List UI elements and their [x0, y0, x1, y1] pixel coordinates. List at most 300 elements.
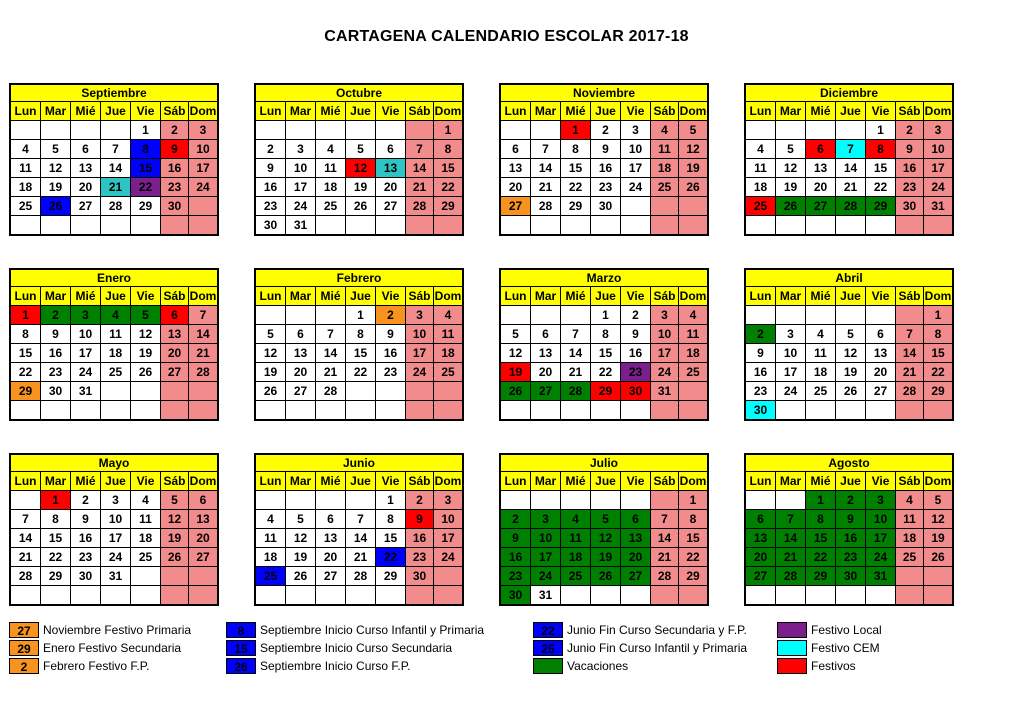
weekday-header: Dom: [679, 474, 707, 488]
weekday-header: Vie: [131, 472, 160, 490]
day-cell: 19: [679, 159, 707, 177]
day-cell: 30: [896, 197, 923, 215]
empty-cell: [286, 401, 315, 419]
day-cell: 10: [71, 325, 100, 343]
empty-cell: [71, 401, 100, 419]
weekday-header: Vie: [376, 472, 405, 490]
empty-cell: [776, 401, 805, 419]
month-julio: [499, 453, 709, 606]
month-name: Febrero: [256, 270, 462, 287]
day-cell: 22: [346, 363, 375, 381]
day-cell: 23: [836, 548, 865, 566]
empty-cell: [256, 401, 285, 419]
day-cell: 14: [776, 529, 805, 547]
empty-cell: [866, 401, 895, 419]
day-cell: 15: [679, 529, 707, 547]
month-name: Noviembre: [501, 85, 707, 102]
day-cell: 2: [256, 140, 285, 158]
day-cell: 22: [376, 548, 405, 566]
day-cell: 4: [256, 510, 285, 528]
day-cell: 5: [161, 491, 188, 509]
day-cell: 31: [286, 216, 315, 234]
day-cell: 20: [316, 548, 345, 566]
empty-cell: [591, 586, 620, 604]
day-cell: 21: [101, 178, 130, 196]
day-cell: 1: [866, 121, 895, 139]
day-cell: 9: [896, 140, 923, 158]
empty-cell: [11, 586, 40, 604]
empty-cell: [924, 401, 952, 419]
empty-cell: [746, 491, 775, 509]
empty-cell: [11, 401, 40, 419]
day-cell: 4: [316, 140, 345, 158]
empty-cell: [679, 197, 707, 215]
weekday-header: Sáb: [161, 287, 188, 305]
day-cell: 27: [531, 382, 560, 400]
day-cell: 22: [434, 178, 462, 196]
day-cell: 24: [189, 178, 217, 196]
legend-swatch: [777, 640, 807, 656]
day-cell: 2: [376, 306, 405, 324]
day-cell: 25: [434, 363, 462, 381]
legend-swatch: [777, 622, 807, 638]
day-cell: 8: [866, 140, 895, 158]
legend-label: Festivos: [811, 659, 856, 673]
day-cell: 6: [746, 510, 775, 528]
day-cell: 18: [896, 529, 923, 547]
weekday-header: Sáb: [896, 472, 923, 490]
day-cell: 9: [591, 140, 620, 158]
empty-cell: [896, 216, 923, 234]
day-cell: 23: [501, 567, 530, 585]
weekday-header: Mié: [561, 102, 590, 120]
day-cell: 30: [41, 382, 70, 400]
day-cell: 21: [316, 363, 345, 381]
weekday-header: Lun: [746, 102, 775, 120]
weekday-header: Lun: [501, 287, 530, 305]
empty-cell: [101, 382, 130, 400]
empty-cell: [621, 401, 650, 419]
day-cell: 26: [346, 197, 375, 215]
day-cell: 26: [776, 197, 805, 215]
day-cell: 22: [131, 178, 160, 196]
month-mayo: [9, 453, 219, 606]
day-cell: 7: [189, 306, 217, 324]
day-cell: 7: [406, 140, 433, 158]
weekday-header: Jue: [836, 472, 865, 490]
day-cell: 5: [131, 306, 160, 324]
day-cell: 27: [189, 548, 217, 566]
day-cell: 1: [561, 121, 590, 139]
day-cell: 25: [651, 178, 678, 196]
empty-cell: [501, 121, 530, 139]
day-cell: 7: [896, 325, 923, 343]
day-cell: 30: [591, 197, 620, 215]
empty-cell: [41, 401, 70, 419]
weekday-header: Mar: [776, 287, 805, 305]
weekday-header: Mié: [806, 102, 835, 120]
weekday-header: Lun: [256, 472, 285, 490]
day-cell: 14: [189, 325, 217, 343]
day-cell: 27: [621, 567, 650, 585]
day-cell: 23: [406, 548, 433, 566]
day-cell: 20: [806, 178, 835, 196]
day-cell: 24: [621, 178, 650, 196]
weekday-header: Sáb: [896, 102, 923, 120]
weekday-header: Sáb: [406, 472, 433, 490]
day-cell: 4: [131, 491, 160, 509]
weekday-header: Mié: [316, 287, 345, 305]
day-cell: 3: [434, 491, 462, 509]
day-cell: 27: [376, 197, 405, 215]
month-marzo: [499, 268, 709, 421]
day-cell: 2: [836, 491, 865, 509]
day-cell: 4: [746, 140, 775, 158]
empty-cell: [346, 491, 375, 509]
weekday-header: Dom: [924, 474, 952, 488]
day-cell: 30: [501, 586, 530, 604]
day-cell: 13: [501, 159, 530, 177]
day-cell: 16: [71, 529, 100, 547]
day-cell: 15: [806, 529, 835, 547]
weekday-header: Lun: [11, 287, 40, 305]
day-cell: 30: [406, 567, 433, 585]
day-cell: 22: [924, 363, 952, 381]
day-cell: 17: [651, 344, 678, 362]
empty-cell: [11, 216, 40, 234]
day-cell: 18: [131, 529, 160, 547]
empty-cell: [256, 306, 285, 324]
day-cell: 14: [836, 159, 865, 177]
day-cell: 24: [776, 382, 805, 400]
day-cell: 5: [286, 510, 315, 528]
month-name: Marzo: [501, 270, 707, 287]
day-cell: 15: [41, 529, 70, 547]
day-cell: 24: [434, 548, 462, 566]
day-cell: 11: [561, 529, 590, 547]
day-cell: 11: [679, 325, 707, 343]
empty-cell: [776, 491, 805, 509]
day-cell: 28: [776, 567, 805, 585]
day-cell: 12: [679, 140, 707, 158]
weekday-header: Lun: [11, 472, 40, 490]
day-cell: 16: [591, 159, 620, 177]
day-cell: 27: [71, 197, 100, 215]
day-cell: 12: [131, 325, 160, 343]
empty-cell: [561, 401, 590, 419]
empty-cell: [896, 401, 923, 419]
day-cell: 23: [896, 178, 923, 196]
day-cell: 8: [561, 140, 590, 158]
empty-cell: [561, 586, 590, 604]
weekday-header: Dom: [924, 289, 952, 303]
empty-cell: [376, 121, 405, 139]
empty-cell: [434, 567, 462, 585]
day-cell: 28: [101, 197, 130, 215]
day-cell: 22: [41, 548, 70, 566]
empty-cell: [434, 401, 462, 419]
weekday-header: Mié: [71, 472, 100, 490]
day-cell: 21: [189, 344, 217, 362]
day-cell: 26: [41, 197, 70, 215]
day-cell: 20: [71, 178, 100, 196]
day-cell: 29: [561, 197, 590, 215]
day-cell: 4: [11, 140, 40, 158]
weekday-header: Vie: [376, 102, 405, 120]
empty-cell: [531, 491, 560, 509]
day-cell: 11: [896, 510, 923, 528]
day-cell: 3: [101, 491, 130, 509]
day-cell: 4: [896, 491, 923, 509]
weekday-header: Sáb: [406, 287, 433, 305]
day-cell: 28: [406, 197, 433, 215]
day-cell: 14: [531, 159, 560, 177]
empty-cell: [189, 401, 217, 419]
empty-cell: [651, 197, 678, 215]
day-cell: 24: [286, 197, 315, 215]
day-cell: 21: [836, 178, 865, 196]
day-cell: 24: [406, 363, 433, 381]
day-cell: 4: [651, 121, 678, 139]
day-cell: 7: [836, 140, 865, 158]
day-cell: 18: [679, 344, 707, 362]
weekday-header: Mar: [531, 472, 560, 490]
weekday-header: Mar: [531, 102, 560, 120]
weekday-header: Lun: [11, 102, 40, 120]
empty-cell: [406, 586, 433, 604]
empty-cell: [924, 567, 952, 585]
day-cell: 1: [679, 491, 707, 509]
empty-cell: [501, 491, 530, 509]
weekday-header: Sáb: [651, 472, 678, 490]
weekday-header: Jue: [591, 102, 620, 120]
day-cell: 18: [434, 344, 462, 362]
empty-cell: [776, 306, 805, 324]
empty-cell: [651, 216, 678, 234]
empty-cell: [836, 586, 865, 604]
day-cell: 26: [679, 178, 707, 196]
day-cell: 13: [161, 325, 188, 343]
weekday-header: Jue: [346, 472, 375, 490]
month-agosto: [744, 453, 954, 606]
day-cell: 21: [11, 548, 40, 566]
day-cell: 16: [161, 159, 188, 177]
day-cell: 19: [501, 363, 530, 381]
day-cell: 24: [71, 363, 100, 381]
empty-cell: [806, 306, 835, 324]
empty-cell: [41, 216, 70, 234]
day-cell: 26: [256, 382, 285, 400]
weekday-header: Sáb: [161, 472, 188, 490]
day-cell: 11: [11, 159, 40, 177]
day-cell: 10: [531, 529, 560, 547]
empty-cell: [896, 567, 923, 585]
empty-cell: [746, 216, 775, 234]
empty-cell: [101, 121, 130, 139]
empty-cell: [11, 491, 40, 509]
day-cell: 20: [866, 363, 895, 381]
empty-cell: [776, 216, 805, 234]
empty-cell: [501, 401, 530, 419]
empty-cell: [286, 306, 315, 324]
legend-label: Junio Fin Curso Secundaria y F.P.: [567, 623, 747, 637]
day-cell: 9: [836, 510, 865, 528]
day-cell: 26: [836, 382, 865, 400]
weekday-header: Dom: [434, 289, 462, 303]
day-cell: 17: [101, 529, 130, 547]
day-cell: 7: [101, 140, 130, 158]
day-cell: 3: [286, 140, 315, 158]
month-name: Octubre: [256, 85, 462, 102]
empty-cell: [561, 306, 590, 324]
empty-cell: [286, 121, 315, 139]
day-cell: 16: [746, 363, 775, 381]
day-cell: 27: [806, 197, 835, 215]
empty-cell: [621, 197, 650, 215]
day-cell: 19: [776, 178, 805, 196]
day-cell: 8: [11, 325, 40, 343]
empty-cell: [434, 382, 462, 400]
weekday-header: Mié: [806, 287, 835, 305]
day-cell: 26: [286, 567, 315, 585]
legend-swatch: 8: [226, 622, 256, 638]
day-cell: 25: [806, 382, 835, 400]
empty-cell: [161, 567, 188, 585]
empty-cell: [346, 216, 375, 234]
day-cell: 21: [531, 178, 560, 196]
empty-cell: [651, 491, 678, 509]
month-name: Abril: [746, 270, 952, 287]
legend-label: Enero Festivo Secundaria: [43, 641, 182, 655]
legend-item: [777, 657, 856, 675]
month-junio: [254, 453, 464, 606]
day-cell: 9: [71, 510, 100, 528]
day-cell: 5: [591, 510, 620, 528]
day-cell: 22: [866, 178, 895, 196]
day-cell: 23: [621, 363, 650, 381]
legend-swatch: 2: [9, 658, 39, 674]
empty-cell: [836, 306, 865, 324]
day-cell: 10: [651, 325, 678, 343]
day-cell: 23: [161, 178, 188, 196]
month-name: Julio: [501, 455, 707, 472]
day-cell: 8: [806, 510, 835, 528]
empty-cell: [41, 121, 70, 139]
day-cell: 17: [189, 159, 217, 177]
legend-label: Septiembre Inicio Curso F.P.: [260, 659, 411, 673]
legend-item: [9, 657, 150, 675]
day-cell: 26: [131, 363, 160, 381]
day-cell: 15: [434, 159, 462, 177]
day-cell: 15: [924, 344, 952, 362]
month-diciembre: [744, 83, 954, 236]
weekday-header: Sáb: [161, 102, 188, 120]
empty-cell: [131, 586, 160, 604]
weekday-header: Mié: [561, 287, 590, 305]
empty-cell: [591, 491, 620, 509]
day-cell: 25: [316, 197, 345, 215]
month-name: Junio: [256, 455, 462, 472]
month-abril: [744, 268, 954, 421]
day-cell: 16: [836, 529, 865, 547]
empty-cell: [316, 586, 345, 604]
day-cell: 13: [376, 159, 405, 177]
day-cell: 24: [651, 363, 678, 381]
day-cell: 4: [434, 306, 462, 324]
weekday-header: Vie: [621, 102, 650, 120]
day-cell: 2: [161, 121, 188, 139]
day-cell: 1: [346, 306, 375, 324]
day-cell: 16: [256, 178, 285, 196]
empty-cell: [591, 401, 620, 419]
day-cell: 25: [896, 548, 923, 566]
day-cell: 14: [406, 159, 433, 177]
day-cell: 13: [806, 159, 835, 177]
day-cell: 4: [561, 510, 590, 528]
day-cell: 11: [256, 529, 285, 547]
weekday-header: Dom: [434, 104, 462, 118]
day-cell: 3: [71, 306, 100, 324]
day-cell: 6: [866, 325, 895, 343]
weekday-header: Sáb: [651, 102, 678, 120]
day-cell: 17: [531, 548, 560, 566]
empty-cell: [746, 586, 775, 604]
empty-cell: [501, 306, 530, 324]
day-cell: 27: [286, 382, 315, 400]
day-cell: 28: [316, 382, 345, 400]
day-cell: 2: [501, 510, 530, 528]
day-cell: 11: [316, 159, 345, 177]
day-cell: 26: [924, 548, 952, 566]
legend-label: Noviembre Festivo Primaria: [43, 623, 192, 637]
day-cell: 12: [836, 344, 865, 362]
day-cell: 3: [866, 491, 895, 509]
day-cell: 10: [406, 325, 433, 343]
day-cell: 13: [189, 510, 217, 528]
day-cell: 29: [866, 197, 895, 215]
legend-swatch: 15: [226, 640, 256, 656]
day-cell: 2: [746, 325, 775, 343]
day-cell: 18: [101, 344, 130, 362]
day-cell: 3: [531, 510, 560, 528]
day-cell: 24: [531, 567, 560, 585]
day-cell: 10: [866, 510, 895, 528]
day-cell: 20: [746, 548, 775, 566]
day-cell: 13: [286, 344, 315, 362]
legend-item: [533, 657, 628, 675]
empty-cell: [189, 567, 217, 585]
day-cell: 9: [161, 140, 188, 158]
empty-cell: [651, 586, 678, 604]
day-cell: 13: [746, 529, 775, 547]
legend-item: [533, 621, 747, 639]
day-cell: 8: [346, 325, 375, 343]
day-cell: 5: [346, 140, 375, 158]
day-cell: 3: [776, 325, 805, 343]
day-cell: 30: [256, 216, 285, 234]
day-cell: 31: [866, 567, 895, 585]
weekday-header: Mar: [286, 102, 315, 120]
day-cell: 1: [434, 121, 462, 139]
day-cell: 9: [256, 159, 285, 177]
month-name: Mayo: [11, 455, 217, 472]
day-cell: 14: [561, 344, 590, 362]
day-cell: 24: [924, 178, 952, 196]
day-cell: 1: [11, 306, 40, 324]
day-cell: 16: [41, 344, 70, 362]
empty-cell: [434, 216, 462, 234]
empty-cell: [316, 401, 345, 419]
